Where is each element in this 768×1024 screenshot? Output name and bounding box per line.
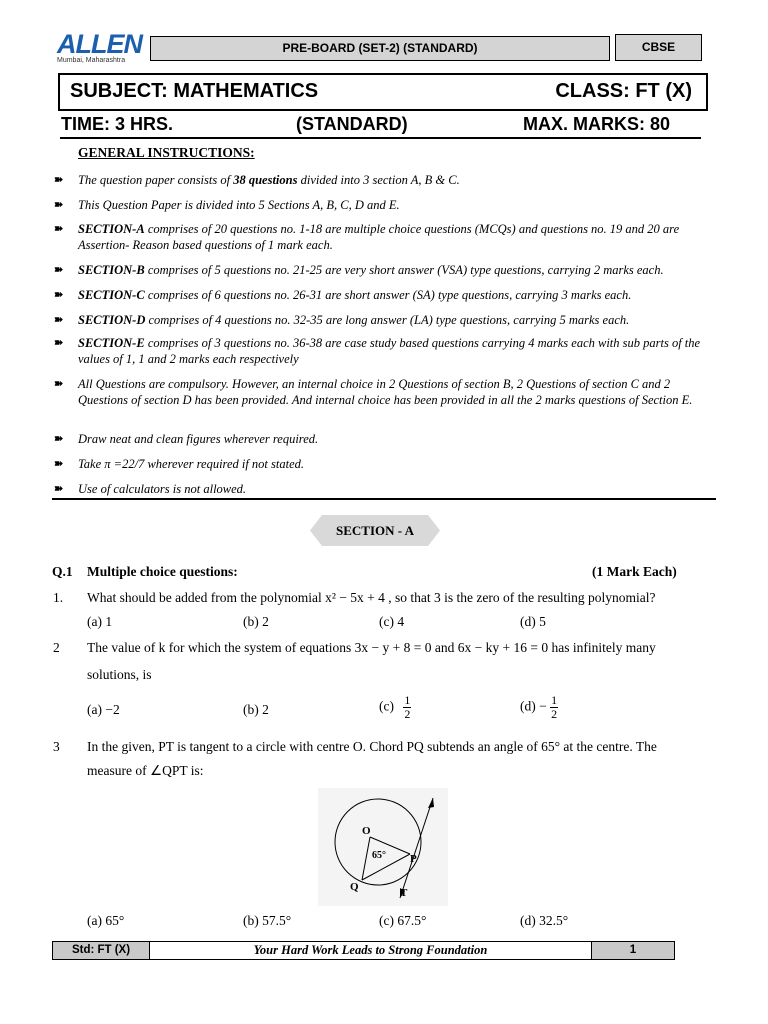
instruction-item <box>54 222 716 253</box>
instruction-post: comprises of 3 questions no. 36-38 are case study based questions carrying 4 marks each with sub parts of the values of 1, 1 and 2 marks each respectively <box>78 336 701 366</box>
instruction-post: comprises of 20 questions no. 1-18 are multiple choice questions (MCQs) and questions no. 19 and 20 are Assertion- Reason based questions of 1 mark each. <box>78 222 680 252</box>
question-2-option-b: (b) 2 <box>243 702 269 717</box>
instruction-text <box>78 173 716 189</box>
instruction-bold: SECTION-D <box>78 313 146 327</box>
instruction-text <box>78 377 716 408</box>
fraction-half <box>403 694 411 721</box>
option-d-label: (d) − <box>520 698 547 714</box>
footer-page-number: 1 <box>591 941 675 960</box>
instruction-pre: The question paper consists of <box>78 173 234 187</box>
instruction-pre: This Question Paper is divided into 5 Sections A, B, C, D and E. <box>78 198 400 212</box>
logo-text: ALLEN <box>57 29 142 59</box>
question-1-number: 1. <box>53 590 64 605</box>
max-marks-label: MAX. MARKS: 80 <box>523 114 671 134</box>
question-1-option-a: (a) 1 <box>87 614 113 629</box>
bullet-arrow-icon: ➽ <box>54 337 64 349</box>
instruction-text <box>78 457 716 473</box>
instruction-item <box>54 263 716 279</box>
instruction-text <box>78 263 716 279</box>
q1-heading: Multiple choice questions: <box>87 564 238 579</box>
footer-std: Std: FT (X) <box>52 941 150 960</box>
question-1-text: What should be added from the polynomial x² − 5x + 4 , so that 3 is the zero of the resulting polynomial? <box>87 590 656 605</box>
subject-title: SUBJECT: MATHEMATICS <box>70 80 319 102</box>
question-3-option-b: (b) 57.5° <box>243 913 292 928</box>
fraction-numerator: 1 <box>404 693 411 707</box>
label-angle: 65° <box>372 850 386 861</box>
bullet-arrow-icon: ➽ <box>54 289 64 301</box>
bullet-arrow-icon: ➽ <box>54 264 64 276</box>
instruction-item <box>54 288 716 304</box>
bullet-arrow-icon: ➽ <box>54 174 64 186</box>
instruction-item <box>54 457 716 473</box>
bullet-arrow-icon: ➽ <box>54 458 64 470</box>
instruction-item <box>54 173 716 189</box>
question-1-option-b: (b) 2 <box>243 614 269 629</box>
instruction-post: comprises of 6 questions no. 26-31 are short answer (SA) type questions, carrying 3 marks each. <box>144 288 632 302</box>
question-2-option-c <box>379 694 411 721</box>
instruction-text <box>78 432 716 448</box>
question-3-text: In the given, PT is tangent to a circle with centre O. Chord PQ subtends an angle of 65° at the centre. The <box>87 739 657 754</box>
fraction-denominator: 2 <box>404 707 411 721</box>
logo-location: Mumbai, Maharashtra <box>57 57 126 64</box>
bullet-arrow-icon: ➽ <box>54 199 64 211</box>
instruction-item <box>54 377 716 408</box>
question-2-option-a: (a) −2 <box>87 702 120 717</box>
instruction-bold: SECTION-A <box>78 222 145 236</box>
question-2-number: 2 <box>53 640 60 655</box>
header-divider <box>60 137 701 139</box>
instruction-item <box>54 482 716 498</box>
instruction-bold: SECTION-E <box>78 336 145 350</box>
instruction-item <box>54 432 716 448</box>
question-3-option-c: (c) 67.5° <box>379 913 427 928</box>
question-3-text-cont: measure of ∠QPT is: <box>87 763 204 778</box>
instruction-bold: SECTION-B <box>78 263 145 277</box>
question-1-option-d: (d) 5 <box>520 614 546 629</box>
instruction-text <box>78 288 716 304</box>
fraction-denominator: 2 <box>551 707 558 721</box>
instructions-heading: GENERAL INSTRUCTIONS: <box>78 145 255 160</box>
level-label: (STANDARD) <box>296 114 408 134</box>
instruction-item <box>54 313 716 329</box>
question-1-option-c: (c) 4 <box>379 614 405 629</box>
question-2-text-cont: solutions, is <box>87 667 152 682</box>
label-t: T <box>400 887 408 899</box>
question-2-option-d <box>520 694 558 721</box>
instruction-pre: All Questions are compulsory. However, an internal choice in 2 Questions of section B, 2 Questions of section C and 2 Questions of section D has been provided. And internal choice has been provided in all the 2 marks questions of Section E. <box>78 377 693 407</box>
instruction-text <box>78 313 716 329</box>
instruction-item <box>54 198 716 214</box>
board-label: CBSE <box>615 34 702 61</box>
instruction-pre: Use of calculators is not allowed. <box>78 482 247 496</box>
label-o: O <box>362 825 371 837</box>
footer-slogan: Your Hard Work Leads to Strong Foundation <box>150 941 591 960</box>
instruction-post: divided into 3 section A, B & C. <box>297 173 460 187</box>
exam-title: PRE-BOARD (SET-2) (STANDARD) <box>150 36 610 61</box>
instruction-text <box>78 222 716 253</box>
q1-number: Q.1 <box>52 564 73 579</box>
question-3-option-d: (d) 32.5° <box>520 913 569 928</box>
question-2-text: The value of k for which the system of equations 3x − y + 8 = 0 and 6x − ky + 16 = 0 has infinitely many <box>87 640 656 655</box>
instruction-post: comprises of 5 questions no. 21-25 are very short answer (VSA) type questions, carrying 2 marks each. <box>144 263 664 277</box>
bullet-arrow-icon: ➽ <box>54 378 64 390</box>
instruction-item <box>54 336 716 367</box>
allen-logo <box>57 30 149 66</box>
instruction-bold: SECTION-C <box>78 288 145 302</box>
section-a-banner <box>310 515 440 546</box>
q1-marks: (1 Mark Each) <box>592 564 677 579</box>
time-label: TIME: 3 HRS. <box>61 114 174 134</box>
question-3-option-a: (a) 65° <box>87 913 125 928</box>
instruction-bold: 38 questions <box>233 173 298 187</box>
fraction-neg-half <box>550 694 558 721</box>
bullet-arrow-icon: ➽ <box>54 483 64 495</box>
option-c-label: (c) <box>379 698 394 714</box>
bullet-arrow-icon: ➽ <box>54 433 64 445</box>
fraction-numerator: 1 <box>551 693 558 707</box>
instruction-text <box>78 198 716 214</box>
question-3-number: 3 <box>53 739 60 754</box>
label-p: P <box>410 853 417 865</box>
instruction-text <box>78 482 716 498</box>
instruction-text <box>78 336 716 367</box>
bullet-arrow-icon: ➽ <box>54 314 64 326</box>
instructions-divider <box>52 498 716 500</box>
instruction-pre: Take π =22/7 wherever required if not stated. <box>78 457 305 471</box>
class-label: CLASS: FT (X) <box>555 80 692 102</box>
bullet-arrow-icon: ➽ <box>54 223 64 235</box>
label-q: Q <box>350 881 359 893</box>
section-a-label: SECTION - A <box>335 523 415 538</box>
instruction-pre: Draw neat and clean figures wherever required. <box>78 432 319 446</box>
instruction-post: comprises of 4 questions no. 32-35 are long answer (LA) type questions, carrying 5 marks each. <box>145 313 630 327</box>
circle-tangent-figure <box>318 788 448 906</box>
